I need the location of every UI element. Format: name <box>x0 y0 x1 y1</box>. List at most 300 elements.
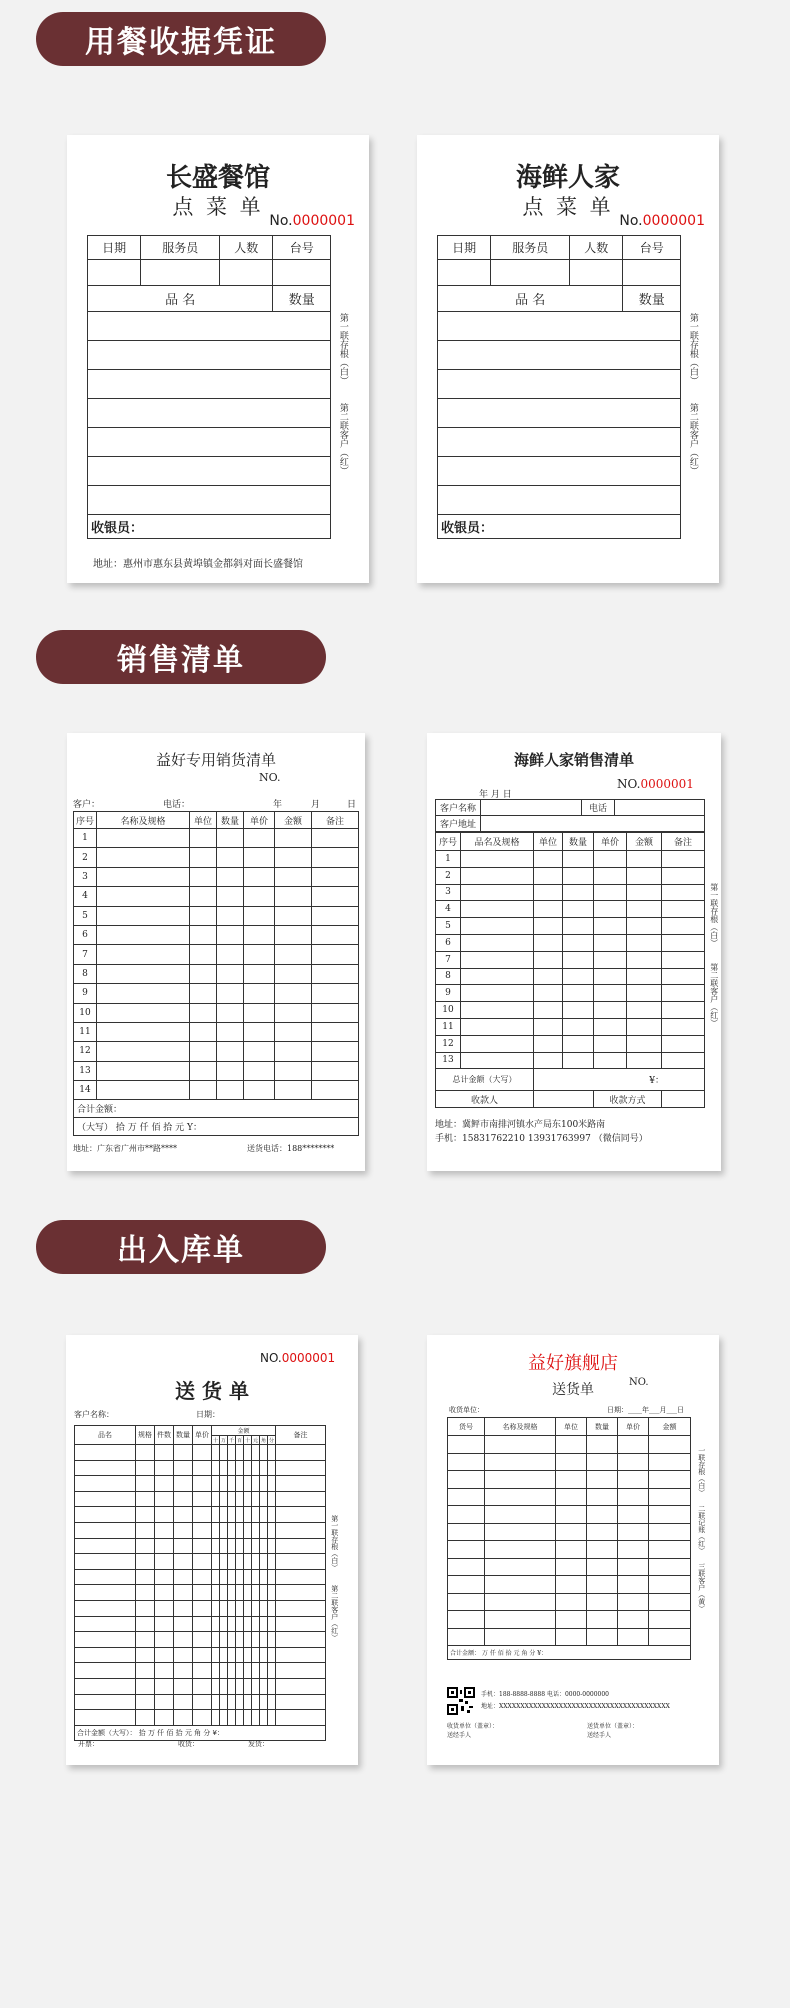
table-cell <box>260 1678 268 1694</box>
sales-customer-table <box>435 799 705 832</box>
table-cell <box>252 1476 260 1492</box>
table-cell <box>220 1538 228 1554</box>
table-cell <box>594 1052 627 1069</box>
table-cell <box>485 1628 556 1646</box>
table-cell <box>212 1476 220 1492</box>
table-cell <box>312 867 359 886</box>
table-cell <box>228 1600 236 1616</box>
table-cell <box>136 1694 155 1710</box>
row-number: 11 <box>74 1022 97 1041</box>
table-cell <box>461 901 534 918</box>
table-cell <box>220 1476 228 1492</box>
table-row <box>448 1611 691 1629</box>
table-cell <box>556 1558 587 1576</box>
delivery-title: 送 货 单 <box>175 1379 249 1403</box>
table-cell <box>244 1491 252 1507</box>
table-cell <box>268 1507 276 1523</box>
table-cell <box>136 1678 155 1694</box>
table-cell <box>587 1611 618 1629</box>
table-cell <box>217 984 244 1003</box>
table-cell <box>260 1522 268 1538</box>
table-cell <box>618 1576 649 1594</box>
header-cell: 序号 <box>436 833 461 851</box>
table-cell <box>563 934 594 951</box>
table-cell <box>275 984 312 1003</box>
header-cell: 数量 <box>217 812 244 829</box>
side-note: 第一联存根（白） <box>709 883 719 947</box>
table-cell <box>260 1507 268 1523</box>
table-cell <box>276 1445 326 1461</box>
table-cell <box>534 968 563 985</box>
table-row <box>436 951 705 968</box>
table-row <box>438 399 681 428</box>
table-cell <box>649 1506 691 1524</box>
table-cell <box>618 1488 649 1506</box>
table-cell <box>190 906 217 925</box>
row-number: 12 <box>74 1042 97 1061</box>
table-cell <box>534 867 563 884</box>
table-cell <box>244 1678 252 1694</box>
sales-table <box>73 811 359 1136</box>
table-cell <box>448 1576 485 1594</box>
table-row <box>88 312 331 341</box>
table-cell <box>97 945 190 964</box>
table-cell <box>244 1081 275 1100</box>
table-cell <box>563 1002 594 1019</box>
table-cell <box>141 260 220 286</box>
table-cell <box>594 884 627 901</box>
table-cell <box>627 918 662 935</box>
table-cell <box>220 260 273 286</box>
table-cell <box>587 1628 618 1646</box>
delivery-table <box>74 1425 326 1741</box>
table-cell <box>217 1022 244 1041</box>
table-cell <box>174 1476 193 1492</box>
table-cell <box>594 985 627 1002</box>
table-cell <box>236 1522 244 1538</box>
table-cell <box>190 1042 217 1061</box>
table-cell <box>190 1003 217 1022</box>
table-cell <box>88 341 331 370</box>
sales-number: NO. <box>259 771 281 784</box>
table-cell <box>244 1616 252 1632</box>
table-cell <box>136 1507 155 1523</box>
table-cell <box>190 1022 217 1041</box>
table-cell <box>485 1436 556 1454</box>
table-cell <box>268 1678 276 1694</box>
table-cell <box>276 1522 326 1538</box>
header-cell: 单价 <box>193 1426 212 1445</box>
table-cell <box>244 867 275 886</box>
header-cell: 人数 <box>220 236 273 260</box>
table-cell <box>556 1593 587 1611</box>
table-cell <box>312 887 359 906</box>
table-cell <box>268 1663 276 1679</box>
table-row <box>75 1538 326 1554</box>
table-cell <box>217 1081 244 1100</box>
table-cell <box>587 1541 618 1559</box>
table-cell <box>136 1476 155 1492</box>
table-cell <box>220 1554 228 1570</box>
table-row <box>75 1600 326 1616</box>
table-cell <box>618 1541 649 1559</box>
table-cell <box>260 1663 268 1679</box>
table-cell <box>244 1445 252 1461</box>
table-cell <box>260 1491 268 1507</box>
table-row <box>448 1646 691 1660</box>
row-number: 8 <box>436 968 461 985</box>
table-row <box>448 1488 691 1506</box>
table-cell <box>649 1593 691 1611</box>
table-row <box>75 1476 326 1492</box>
table-cell <box>461 1035 534 1052</box>
table-cell <box>649 1628 691 1646</box>
table-cell <box>275 829 312 848</box>
table-cell <box>174 1507 193 1523</box>
table-cell <box>275 1022 312 1041</box>
table-row <box>436 1069 705 1091</box>
table-cell <box>268 1445 276 1461</box>
table-row <box>436 1018 705 1035</box>
section-title-receipts: 用餐收据凭证 <box>36 12 326 66</box>
table-row <box>75 1445 326 1461</box>
table-row <box>438 370 681 399</box>
table-row <box>448 1523 691 1541</box>
table-cell <box>75 1647 136 1663</box>
table-cell <box>88 486 331 515</box>
table-row <box>74 1022 359 1041</box>
table-cell <box>276 1554 326 1570</box>
table-row <box>75 1647 326 1663</box>
table-cell <box>662 1035 705 1052</box>
table-row <box>74 1042 359 1061</box>
table-cell <box>276 1632 326 1648</box>
table-cell <box>244 984 275 1003</box>
table-cell <box>534 934 563 951</box>
row-number: 5 <box>74 906 97 925</box>
table-row <box>436 833 705 851</box>
table-cell <box>136 1491 155 1507</box>
table-cell <box>252 1632 260 1648</box>
table-cell <box>252 1538 260 1554</box>
table-cell <box>594 968 627 985</box>
table-cell <box>275 1061 312 1080</box>
table-row <box>75 1632 326 1648</box>
header-cell: 品名 <box>75 1426 136 1445</box>
table-cell <box>193 1538 212 1554</box>
side-note: 第二联客户（红） <box>337 403 348 475</box>
unit-cell: 分 <box>268 1437 274 1444</box>
customer-label: 客户名称： <box>74 1410 114 1419</box>
table-cell <box>220 1460 228 1476</box>
table-row <box>74 906 359 925</box>
table-cell <box>236 1632 244 1648</box>
table-cell <box>212 1538 220 1554</box>
table-cell <box>244 1647 252 1663</box>
header-cell: 件数 <box>155 1426 174 1445</box>
table-cell <box>155 1710 174 1726</box>
table-cell <box>276 1616 326 1632</box>
table-row <box>75 1460 326 1476</box>
delivery-mobile: 手机：188-8888-8888 电话：0000-0000000 <box>481 1691 609 1698</box>
table-cell <box>244 1476 252 1492</box>
table-cell <box>563 851 594 868</box>
table-cell <box>276 1710 326 1726</box>
receipt-table <box>87 235 331 539</box>
table-cell <box>217 945 244 964</box>
table-cell <box>136 1538 155 1554</box>
table-cell <box>174 1538 193 1554</box>
table-cell <box>312 945 359 964</box>
table-cell <box>438 399 681 428</box>
table-cell <box>97 887 190 906</box>
table-row <box>74 1081 359 1100</box>
table-cell <box>276 1678 326 1694</box>
table-cell <box>312 925 359 944</box>
table-cell <box>615 800 705 816</box>
table-cell <box>448 1488 485 1506</box>
table-cell <box>563 951 594 968</box>
table-cell <box>174 1678 193 1694</box>
table-row <box>74 867 359 886</box>
header-cell: 单位 <box>534 833 563 851</box>
header-cell: 货号 <box>448 1418 485 1436</box>
table-cell <box>618 1558 649 1576</box>
sales-sheet-1 <box>67 733 365 1171</box>
table-cell <box>627 851 662 868</box>
pay-method-label: 收款方式 <box>594 1091 662 1108</box>
table-cell <box>228 1694 236 1710</box>
table-row <box>74 1118 359 1136</box>
table-row <box>75 1522 326 1538</box>
table-row <box>436 985 705 1002</box>
delivery-number: NO. <box>629 1377 649 1388</box>
table-cell <box>75 1554 136 1570</box>
total-line: 合计金额： 万 仟 佰 拾 元 角 分 ¥： <box>448 1646 691 1660</box>
table-cell <box>136 1663 155 1679</box>
table-cell <box>244 1694 252 1710</box>
table-cell <box>193 1600 212 1616</box>
month-label: 月 <box>311 800 321 810</box>
table-cell <box>220 1694 228 1710</box>
table-cell <box>268 1694 276 1710</box>
table-cell <box>244 1710 252 1726</box>
table-cell <box>88 370 331 399</box>
table-cell <box>594 901 627 918</box>
table-cell <box>97 906 190 925</box>
table-cell <box>236 1600 244 1616</box>
table-cell <box>268 1710 276 1726</box>
table-cell <box>276 1600 326 1616</box>
table-cell <box>618 1611 649 1629</box>
table-cell <box>155 1663 174 1679</box>
footer-issuer: 开票： <box>78 1740 99 1748</box>
table-cell <box>193 1678 212 1694</box>
side-note: 第二联客户（红） <box>709 963 719 1027</box>
table-cell <box>244 925 275 944</box>
table-cell <box>155 1678 174 1694</box>
table-cell <box>662 918 705 935</box>
table-cell <box>252 1507 260 1523</box>
table-cell <box>448 1436 485 1454</box>
table-cell <box>556 1523 587 1541</box>
table-row <box>74 925 359 944</box>
table-row <box>436 1002 705 1019</box>
table-cell <box>662 985 705 1002</box>
table-cell <box>276 1538 326 1554</box>
table-cell <box>75 1538 136 1554</box>
table-cell <box>268 1647 276 1663</box>
table-cell <box>438 341 681 370</box>
table-cell <box>212 1632 220 1648</box>
table-row <box>88 399 331 428</box>
table-cell <box>627 1002 662 1019</box>
table-cell <box>193 1522 212 1538</box>
table-cell <box>563 1052 594 1069</box>
table-cell <box>448 1506 485 1524</box>
table-cell <box>190 1061 217 1080</box>
table-cell <box>268 1585 276 1601</box>
table-cell <box>236 1694 244 1710</box>
table-cell <box>275 906 312 925</box>
table-row <box>438 312 681 341</box>
qr-code-icon <box>447 1687 475 1715</box>
table-row <box>448 1471 691 1489</box>
table-cell <box>220 1569 228 1585</box>
header-cell: 数量 <box>563 833 594 851</box>
shop-name: 海鲜人家 <box>515 163 620 193</box>
table-cell <box>212 1445 220 1461</box>
unit-cell: 万 <box>220 1437 226 1444</box>
table-cell <box>312 1081 359 1100</box>
table-cell <box>244 1554 252 1570</box>
table-row <box>75 1694 326 1710</box>
table-cell <box>587 1471 618 1489</box>
sign-left: 收货单位（盖章）： 送经手人 <box>447 1723 499 1739</box>
table-row <box>448 1506 691 1524</box>
table-cell <box>268 1476 276 1492</box>
table-cell <box>268 1522 276 1538</box>
header-cell: 名称及规格 <box>485 1418 556 1436</box>
table-cell <box>212 1507 220 1523</box>
table-cell <box>438 486 681 515</box>
table-cell <box>485 1541 556 1559</box>
table-cell <box>193 1507 212 1523</box>
table-cell <box>75 1710 136 1726</box>
table-cell <box>662 1002 705 1019</box>
table-cell <box>312 848 359 867</box>
table-cell <box>461 884 534 901</box>
table-cell <box>618 1453 649 1471</box>
table-cell <box>275 1081 312 1100</box>
side-note: 第二联客户（红） <box>687 403 698 475</box>
table-cell <box>193 1460 212 1476</box>
table-cell <box>260 1538 268 1554</box>
table-cell <box>649 1436 691 1454</box>
table-cell <box>268 1491 276 1507</box>
unit-cell: 十 <box>244 1437 250 1444</box>
table-cell <box>244 945 275 964</box>
table-cell <box>252 1710 260 1726</box>
table-cell <box>244 829 275 848</box>
table-cell <box>193 1663 212 1679</box>
table-cell <box>618 1593 649 1611</box>
table-row <box>75 1616 326 1632</box>
table-cell <box>252 1585 260 1601</box>
table-cell <box>228 1585 236 1601</box>
table-cell <box>260 1460 268 1476</box>
table-cell <box>228 1569 236 1585</box>
table-cell <box>244 1538 252 1554</box>
table-row <box>436 1052 705 1069</box>
table-cell <box>556 1453 587 1471</box>
table-cell <box>260 1694 268 1710</box>
table-cell <box>594 934 627 951</box>
sign-right: 送货单位（盖章）： 送经手人 <box>587 1723 639 1739</box>
payee-label: 收款人 <box>436 1091 534 1108</box>
table-cell <box>252 1491 260 1507</box>
table-cell <box>276 1647 326 1663</box>
table-cell <box>662 867 705 884</box>
table-cell <box>260 1554 268 1570</box>
table-cell <box>627 867 662 884</box>
table-cell <box>438 428 681 457</box>
table-cell <box>662 851 705 868</box>
date-line: 年 月 日 <box>479 790 512 800</box>
table-cell <box>587 1453 618 1471</box>
table-cell <box>75 1522 136 1538</box>
header-cell: 台号 <box>623 236 681 260</box>
table-cell <box>155 1585 174 1601</box>
table-cell <box>155 1616 174 1632</box>
sales-mobile: 手机：15831762210 13931763997 （微信同号） <box>435 1134 648 1144</box>
table-cell <box>217 867 244 886</box>
receipt-number: No.0000001 <box>619 213 705 229</box>
table-cell <box>276 1507 326 1523</box>
row-number: 4 <box>436 901 461 918</box>
table-cell <box>649 1611 691 1629</box>
table-cell <box>190 829 217 848</box>
customer-label: 客户： <box>73 800 101 810</box>
table-row <box>436 884 705 901</box>
table-cell <box>244 1632 252 1648</box>
table-row <box>438 236 681 260</box>
table-cell <box>75 1694 136 1710</box>
table-cell <box>88 312 331 341</box>
table-cell <box>190 1081 217 1100</box>
phone-label: 电话： <box>163 800 191 810</box>
table-cell <box>228 1663 236 1679</box>
table-row <box>75 1678 326 1694</box>
table-cell <box>228 1616 236 1632</box>
receipt-subtitle: 点 菜 单 <box>172 195 264 219</box>
table-row <box>75 1585 326 1601</box>
table-cell <box>485 1576 556 1594</box>
customer-name-label: 客户名称 <box>436 800 481 816</box>
table-cell <box>136 1616 155 1632</box>
table-cell <box>448 1541 485 1559</box>
table-cell <box>244 887 275 906</box>
table-cell <box>228 1710 236 1726</box>
side-note: 第一联存根（白） <box>687 313 698 385</box>
table-cell <box>244 1585 252 1601</box>
table-cell <box>193 1694 212 1710</box>
table-cell <box>136 1632 155 1648</box>
table-cell <box>556 1628 587 1646</box>
header-cell: 备注 <box>276 1426 326 1445</box>
table-cell <box>75 1600 136 1616</box>
header-cell: 单位 <box>190 812 217 829</box>
